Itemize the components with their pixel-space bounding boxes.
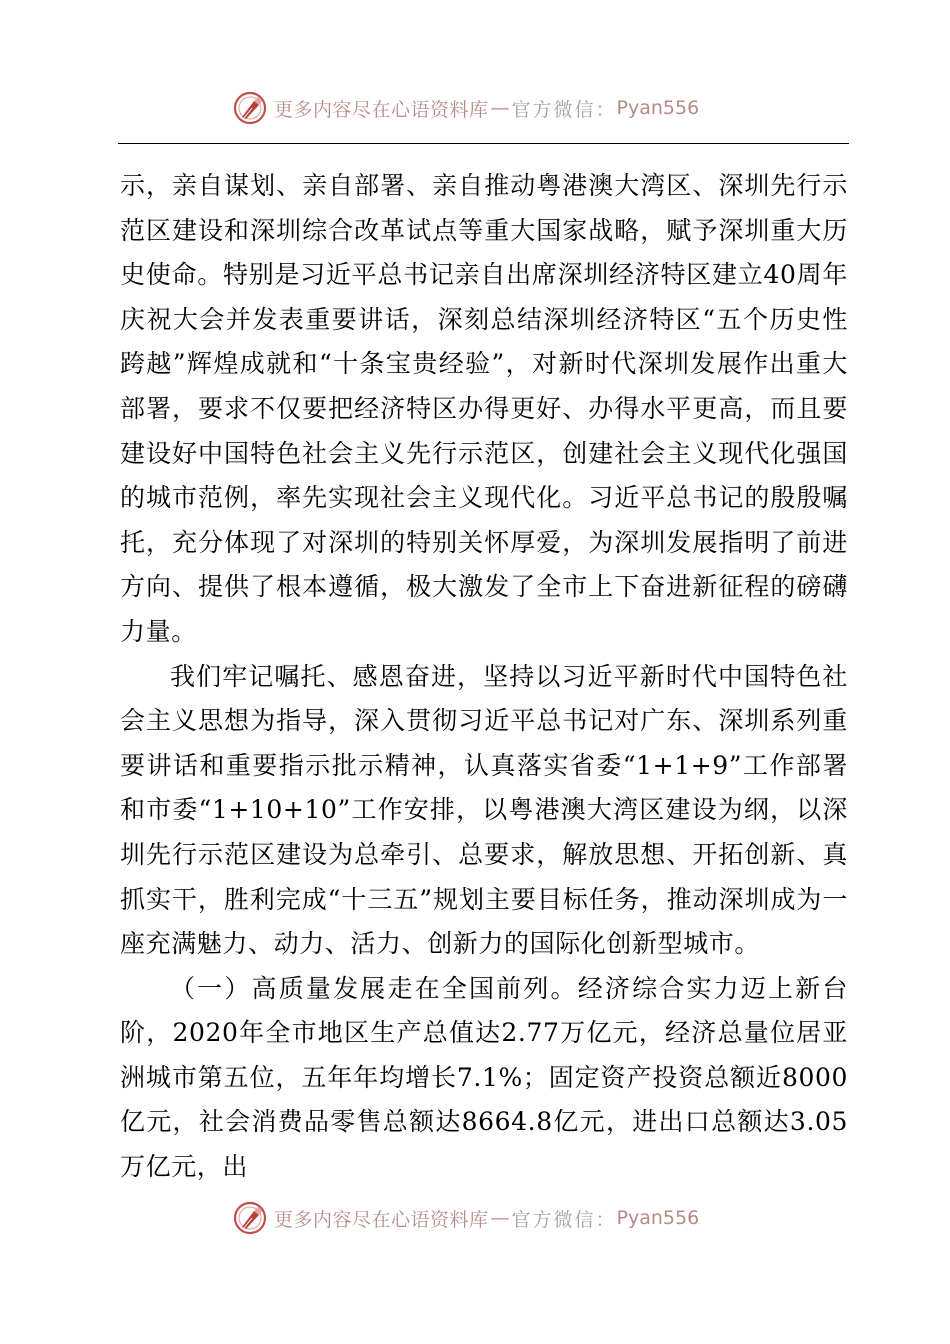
pen-nib-icon xyxy=(232,1200,268,1236)
watermark-wechat-label: 官方微信： xyxy=(511,98,617,121)
watermark-site-text: 更多内容尽在心语资料库 xyxy=(274,1208,489,1231)
paragraph-3: （一）高质量发展走在全国前列。经济综合实力迈上新台阶，2020年全市地区生产总值达2.77万亿元，经济总量位居亚洲城市第五位，五年年均增长7.1%；固定资产投资总额近8000亿元，社会消费品零售总额达8664.8亿元，进出口总额达3.05万亿元，出 xyxy=(120,973,848,1182)
paragraph-2: 我们牢记嘱托、感恩奋进，坚持以习近平新时代中国特色社会主义思想为指导，深入贯彻习近平总书记对广东、深圳系列重要讲话和重要指示批示精神，认真落实省委“1+1+9”工作部署和市委“1+10+10”工作安排，以粤港澳大湾区建设为纲，以深圳先行示范区建设为总牵引、总要求，解放思想、开拓创新、真抓实干，胜利完成“十三五”规划主要目标任务，推动深圳成为一座充满魅力、动力、活力、创新力的国际化创新型城市。 xyxy=(120,661,848,959)
pen-nib-icon xyxy=(232,90,268,126)
watermark-dash: — xyxy=(490,97,510,119)
watermark-site-text: 更多内容尽在心语资料库 xyxy=(274,98,489,121)
watermark-wechat-id: Pyan556 xyxy=(616,97,700,119)
document-body xyxy=(120,164,848,1190)
header-watermark xyxy=(232,88,699,128)
header-divider xyxy=(118,143,849,144)
watermark-dash: — xyxy=(490,1207,510,1229)
footer-watermark xyxy=(232,1198,699,1238)
watermark-wechat-label: 官方微信： xyxy=(511,1208,617,1231)
paragraph-1: 示，亲自谋划、亲自部署、亲自推动粤港澳大湾区、深圳先行示范区建设和深圳综合改革试点等重大国家战略，赋予深圳重大历史使命。特别是习近平总书记亲自出席深圳经济特区建立40周年庆祝大会并发表重要讲话，深刻总结深圳经济特区“五个历史性跨越”辉煌成就和“十条宝贵经验”，对新时代深圳发展作出重大部署，要求不仅要把经济特区办得更好、办得水平更高，而且要建设好中国特色社会主义先行示范区，创建社会主义现代化强国的城市范例，率先实现社会主义现代化。习近平总书记的殷殷嘱托，充分体现了对深圳的特别关怀厚爱，为深圳发展指明了前进方向、提供了根本遵循，极大激发了全市上下奋进新征程的磅礴力量。 xyxy=(120,171,848,646)
watermark-wechat-id: Pyan556 xyxy=(616,1207,700,1229)
